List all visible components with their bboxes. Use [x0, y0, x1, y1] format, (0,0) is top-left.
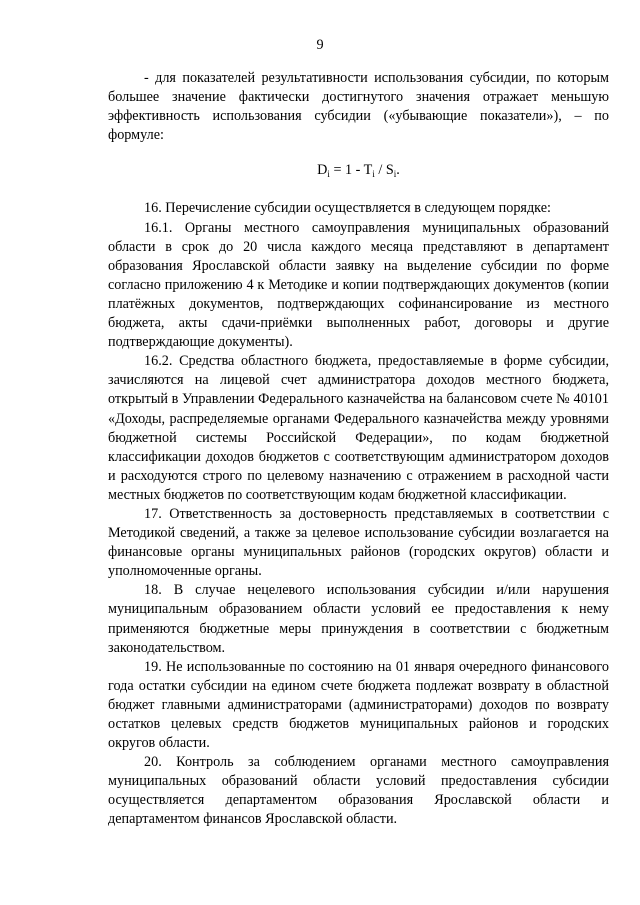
paragraph-19: 19. Не использованные по состоянию на 01 января очередного финансового года остатки субсидии на едином счете бюджета подлежат возврату в областной бюджет главными администраторами (администраторами) доходов по возврату остатков целевых средств бюджетов муниципальных районов и городских округов области.: [108, 658, 609, 752]
formula-part: / S: [374, 162, 394, 179]
formula-sub: i: [393, 169, 397, 180]
page-number: 9: [316, 37, 324, 53]
formula-part: .: [396, 162, 400, 179]
formula-d: D: [317, 162, 328, 179]
paragraph-16: 16. Перечисление субсидии осуществляется в следующем порядке:: [144, 200, 551, 217]
paragraph-20: 20. Контроль за соблюдением органами местного самоуправления муниципальных образований области условий предоставления субсидии осуществляется департаментом образования Ярославской области и департаментом финансов Ярославской области.: [108, 754, 609, 828]
paragraph-18: 18. В случае нецелевого использования субсидии и/или нарушения муниципальным образованием области условий ее предоставления к нему применяются бюджетные меры принуждения в соответствии с бюджетным законодательством.: [108, 582, 609, 656]
formula-sub: i: [327, 169, 330, 180]
document-body: [108, 69, 609, 830]
intro-paragraph: - для показателей результативности использования субсидии, по которым большее значение фактически достигнутого значения отражает меньшую эффективность использования субсидии («убывающие показатели»), – по формуле:: [108, 70, 609, 144]
paragraph-17: 17. Ответственность за достоверность представляемых в соответствии с Методикой сведений, а также за целевое использование субсидии возлагается на финансовые органы муниципальных районов (городских округов) области и уполномоченные органы.: [108, 505, 609, 580]
formula-sub: i: [372, 169, 375, 180]
formula-part: = 1 - T: [329, 162, 373, 179]
formula: [108, 161, 609, 180]
paragraph-16-2: 16.2. Средства областного бюджета, предоставляемые в форме субсидии, зачисляются на лицевой счет администратора доходов местного бюджета, открытый в Управлении Федерального казначейства на балансовом счете № 40101 «Доходы, распределяемые органами Федерального казначейства между уровнями бюджетной системы Российской Федерации», по кодам бюджетной классификации доходов бюджетов с соответствующим администратором доходов и расходуются строго по целевому назначению с отражением в расходной части местных бюджетов по соответствующим кодам бюджетной классификации.: [108, 353, 609, 503]
paragraph-16-1: 16.1. Органы местного самоуправления муниципальных образований области в срок до 20 числа каждого месяца представляют в департамент образования Ярославской области заявку на выделение субсидии по форме согласно приложению 4 к Методике и копии подтверждающих документов (копии платёжных документов, подтверждающих софинансирование из местного бюджета, акты сдачи-приёмки выполненных работ, договоры и другие подтверждающие документы).: [108, 219, 609, 351]
